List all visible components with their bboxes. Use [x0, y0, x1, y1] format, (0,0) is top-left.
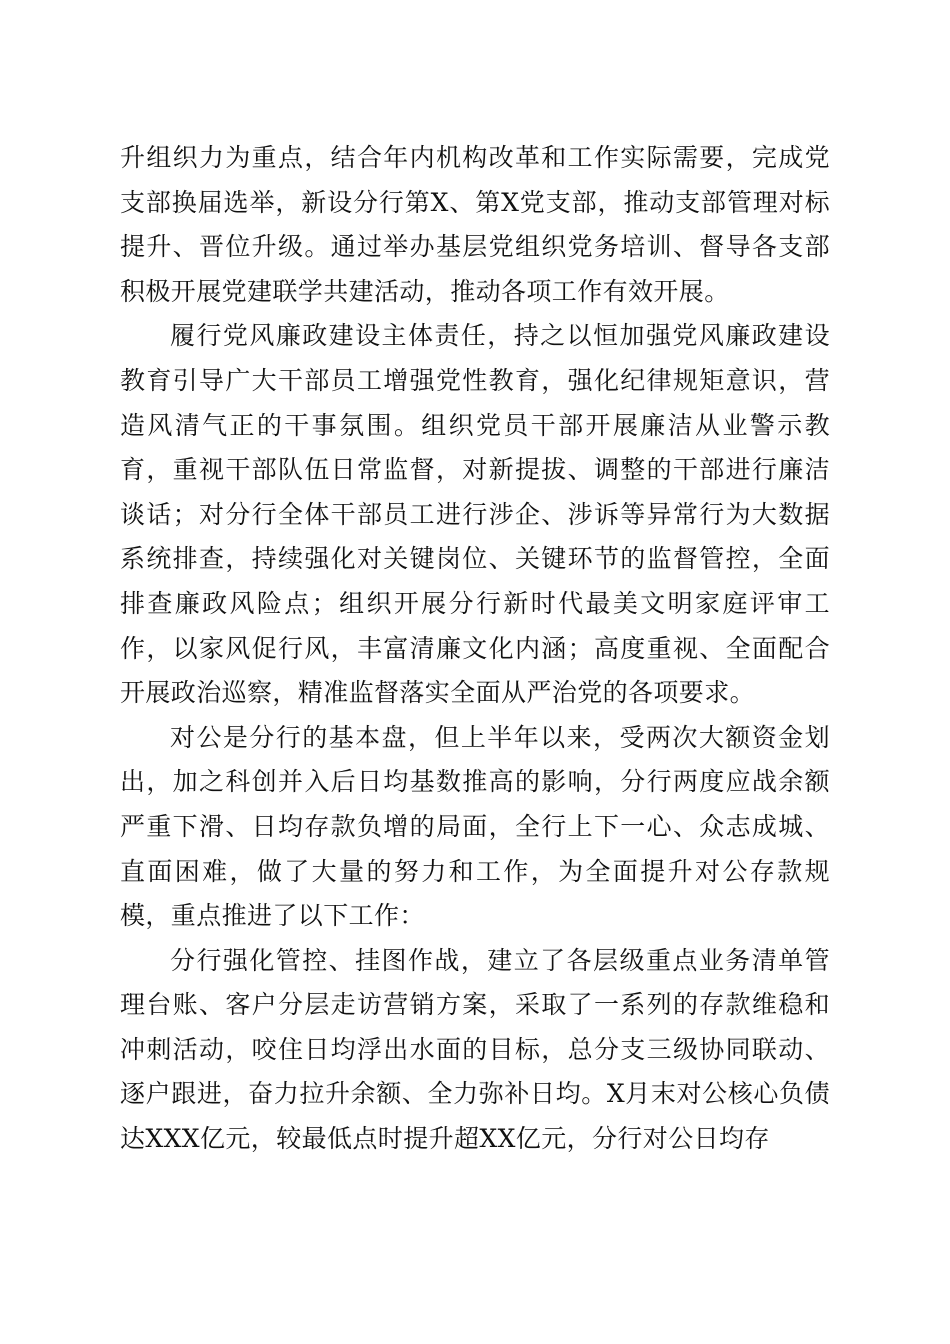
paragraph-party-organization: 升组织力为重点，结合年内机构改革和工作实际需要，完成党支部换届选举，新设分行第X、第X党支部，推动支部管理对标提升、晋位升级。通过举办基层党组织党务培训、督导各支部积极开展党建联学共建活动，推动各项工作有效开展。	[120, 143, 830, 306]
paragraph-control-measures: 分行强化管控、挂图作战，建立了各层级重点业务清单管理台账、客户分层走访营销方案，采取了一系列的存款维稳和冲刺活动，咬住日均浮出水面的目标，总分支三级协同联动、逐户跟进，奋力拉升余额、全力弥补日均。X月末对公核心负债达XXX亿元，较最低点时提升超XX亿元，分行对公日均存	[120, 945, 830, 1154]
paragraph-corporate-deposits: 对公是分行的基本盘，但上半年以来，受两次大额资金划出，加之科创并入后日均基数推高的影响，分行两度应战余额严重下滑、日均存款负增的局面，全行上下一心、众志成城、直面困难，做了大量的努力和工作，为全面提升对公存款规模，重点推进了以下工作：	[120, 722, 830, 931]
document-body	[120, 136, 830, 1162]
paragraph-integrity-responsibility: 履行党风廉政建设主体责任，持之以恒加强党风廉政建设教育引导广大干部员工增强党性教育，强化纪律规矩意识，营造风清气正的干事氛围。组织党员干部开展廉洁从业警示教育，重视干部队伍日常监督，对新提拔、调整的干部进行廉洁谈话；对分行全体干部员工进行涉企、涉诉等异常行为大数据系统排查，持续强化对关键岗位、关键环节的监督管控，全面排查廉政风险点；组织开展分行新时代最美文明家庭评审工作，以家风促行风，丰富清廉文化内涵；高度重视、全面配合开展政治巡察，精准监督落实全面从严治党的各项要求。	[120, 321, 830, 708]
